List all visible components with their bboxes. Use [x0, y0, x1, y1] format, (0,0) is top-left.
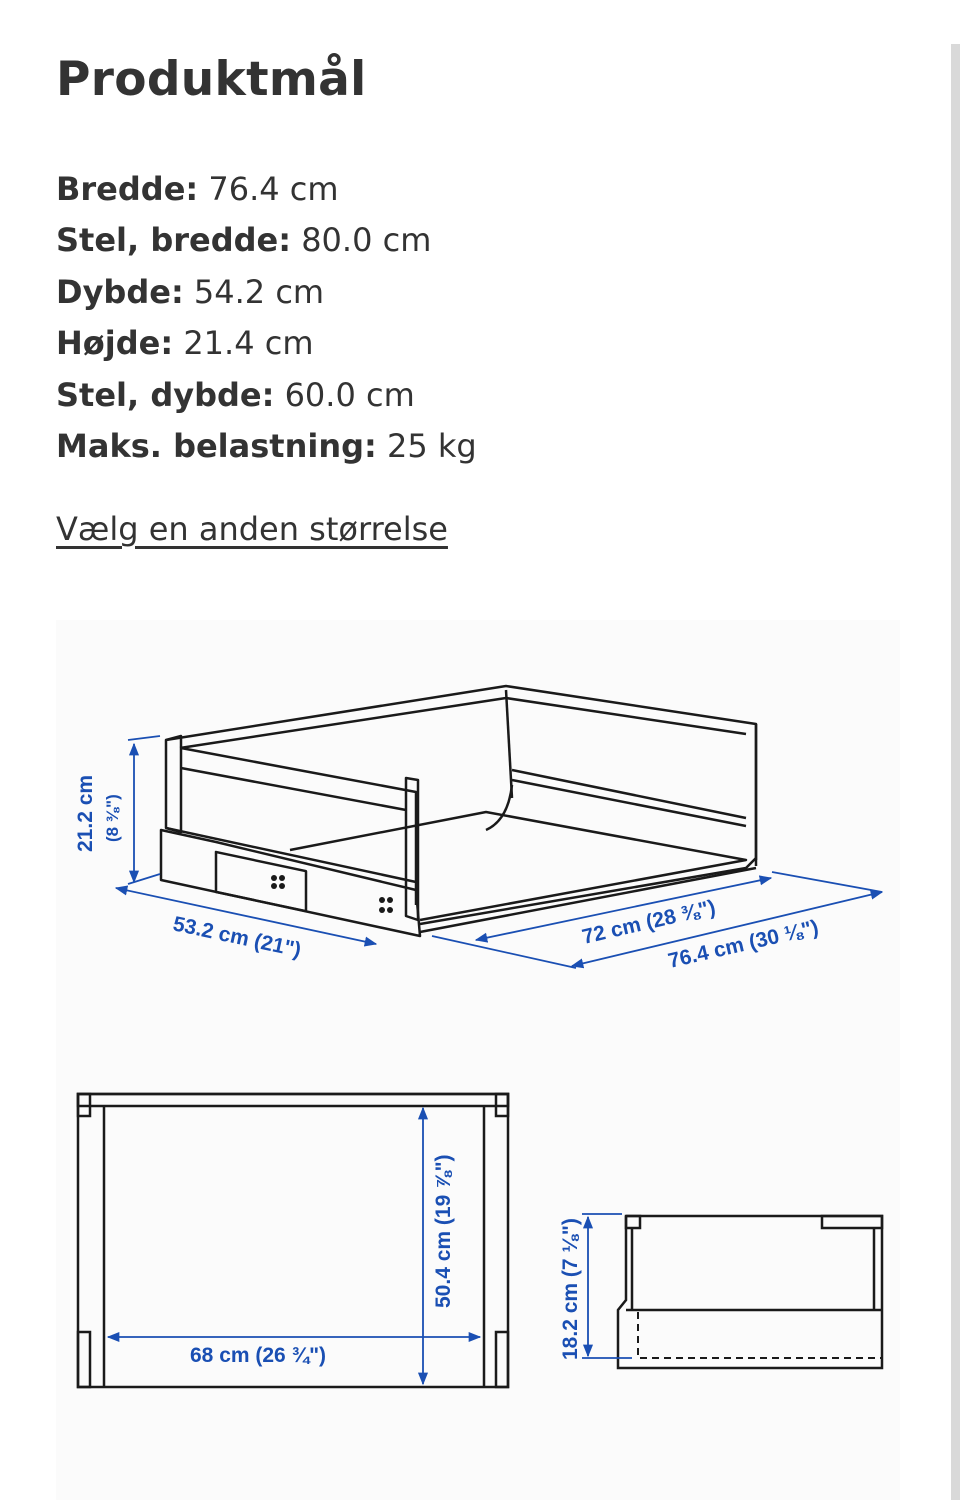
- spec-value: 54.2 cm: [193, 272, 325, 311]
- spec-label: Stel, bredde:: [56, 221, 292, 260]
- spec-list: [56, 164, 477, 472]
- outer-width-label: 76.4 cm (30 ⅛"): [665, 915, 821, 973]
- spec-label: Bredde:: [56, 170, 199, 208]
- spec-item: [56, 421, 477, 472]
- top-depth-label: 50.4 cm (19 ⅞"): [432, 1154, 455, 1308]
- spec-item: [56, 370, 477, 421]
- height-inch-label: (8 ⅜"): [103, 794, 122, 842]
- side-dimension-lines: [582, 1214, 632, 1358]
- spec-item: [56, 164, 477, 215]
- spec-value: 21.4 cm: [183, 324, 314, 363]
- spec-label: Højde:: [56, 324, 174, 363]
- side-height-label: 18.2 cm (7 ⅛"): [559, 1218, 582, 1360]
- scrollbar[interactable]: [951, 44, 960, 1500]
- height-label: 21.2 cm: [74, 774, 97, 852]
- drawer-illustration: [56, 620, 900, 1500]
- drawer-iso-view: [161, 686, 756, 936]
- spec-value: 25 kg: [386, 427, 477, 466]
- dimension-drawing: [56, 620, 900, 1500]
- spec-label: Maks. belastning:: [56, 427, 377, 466]
- spec-item: [56, 318, 477, 369]
- drawer-side-view: [618, 1216, 882, 1368]
- choose-other-size-link[interactable]: Vælg en anden størrelse: [56, 510, 448, 548]
- spec-item: [56, 215, 477, 266]
- spec-value: 80.0 cm: [301, 221, 432, 260]
- inner-width-label: 72 cm (28 ⅜"): [579, 895, 718, 949]
- spec-label: Stel, dybde:: [56, 375, 275, 414]
- spec-value: 60.0 cm: [284, 375, 415, 414]
- spec-value: 76.4 cm: [208, 170, 339, 208]
- depth-label: 53.2 cm (21"): [170, 912, 304, 962]
- page-title: Produktmål: [56, 52, 367, 107]
- spec-label: Dybde:: [56, 272, 184, 311]
- top-dimension-lines: [108, 1108, 480, 1384]
- top-width-label: 68 cm (26 ¾"): [190, 1344, 327, 1367]
- spec-item: [56, 267, 477, 318]
